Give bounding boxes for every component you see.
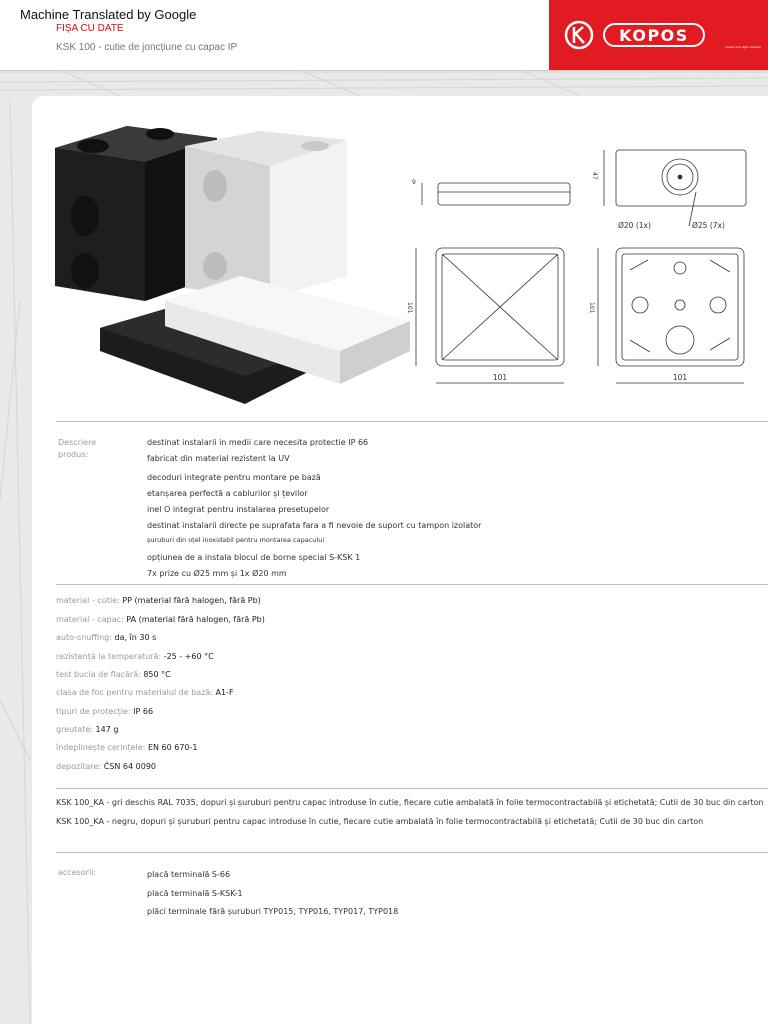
property-key: material - cutie: [56,596,120,605]
product-photo [55,126,415,406]
accessories-label: accesorii: [58,868,97,877]
property-row [56,725,118,734]
property-key: depozitare: [56,762,102,771]
property-row [56,707,153,716]
document-type: FIȘA CU DATE [56,23,124,34]
property-row [56,633,156,642]
property-value: A1-F [215,688,234,697]
divider [56,788,768,789]
property-key: auto-snuffing: [56,633,112,642]
description-item: inel O integrat pentru instalarea presetupelor [147,505,330,514]
technical-drawing [400,140,760,395]
property-value: ČSN 64 0090 [103,762,156,771]
property-value: da, în 30 s [114,633,157,642]
property-key: îndeplinește cerințele: [56,743,146,752]
property-value: -25 - +60 °C [163,652,214,661]
property-value: IP 66 [133,707,154,716]
property-row [56,652,214,661]
machine-translated-note: Machine Translated by Google [20,7,197,22]
dim-height-right: 101 [588,302,595,314]
property-key: greutate: [56,725,93,734]
divider [56,421,768,422]
dim-lid-height: 9 [412,179,416,186]
variant-light-grey: KSK 100_KA - gri deschis RAL 7035, dopuri și șuruburi pentru capac introduse în cutie, fiecare cutie ambalată în folie termocontractabilă și etichetată; Cutii de 30 buc din carton [56,798,764,807]
variant-black: KSK 100_KA - negru, dopuri și șuruburi pentru capac introduse în cutie, fiecare cutie ambalată în folie termocontractabilă și etichetată; Cutii de 30 buc din carton [56,817,704,826]
page-header [0,0,768,71]
property-key: material - capac: [56,615,124,624]
property-key: clasa de foc pentru materialul de bază: [56,688,213,697]
property-value: EN 60 670-1 [147,743,198,752]
accessory-item: plăci terminale fără șuruburi TYP015, TYP016, TYP017, TYP018 [147,907,399,916]
property-value: 850 °C [143,670,171,679]
accessory-item: placă terminală S-KSK-1 [147,889,243,898]
property-value: PP (material fără halogen, fără Pb) [122,596,261,605]
hole-small-label: Ø20 (1x) [618,221,651,230]
description-item: șuruburi din oțel inoxidabil pentru montarea capacului [147,536,325,544]
property-row [56,615,265,624]
property-key: tipuri de protecție: [56,707,131,716]
property-row [56,596,261,605]
description-label: Descriere produs: [58,438,97,459]
property-row [56,688,234,697]
document-title: KSK 100 - cutie de joncțiune cu capac IP [56,42,238,53]
divider [56,584,768,585]
property-row [56,762,156,771]
description-item: destinat instalarii in medii care necesita protectie IP 66 [147,438,369,447]
description-item: decoduri integrate pentru montare pe bază [147,473,321,482]
brand-tagline: power and light solution [725,45,762,49]
description-item: fabricat din material rezistent la UV [147,454,290,463]
divider [56,852,768,853]
property-value: 147 g [95,725,119,734]
dim-width-right: 101 [672,373,688,382]
brand-banner [549,0,768,70]
description-item: destinat instalarii directe pe suprafata fara a fi nevoie de suport cu tampon izolator [147,521,482,530]
kopos-logo [549,0,768,70]
property-row [56,743,198,752]
description-item: opțiunea de a instala blocul de borne special S-KSK 1 [147,553,361,562]
description-item: etanșarea perfectă a cablurilor și țevilor [147,489,308,498]
property-row [56,670,171,679]
accessory-item: placă terminală S-66 [147,870,231,879]
hole-large-label: Ø25 (7x) [692,221,725,230]
property-key: test bucla de flacără: [56,670,141,679]
dim-side-height: 47 [591,172,598,180]
property-key: rezistență la temperatură: [56,652,162,661]
property-value: PA (material fără halogen, fără Pb) [126,615,265,624]
description-item: 7x prize cu Ø25 mm și 1x Ø20 mm [147,569,287,578]
brand-name: KOPOS [619,26,689,45]
dim-height-left: 101 [406,302,413,314]
dim-width-left: 101 [492,373,508,382]
